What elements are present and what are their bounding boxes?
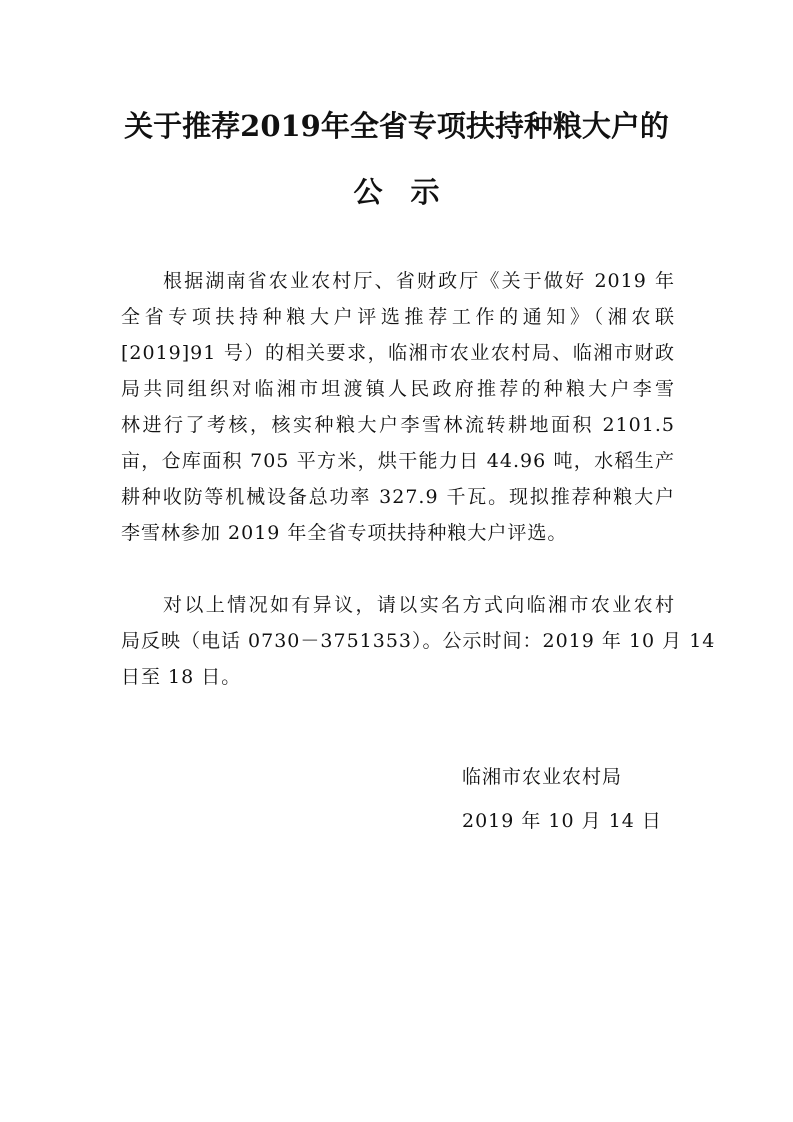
paragraph-line: [2019]91 号）的相关要求，临湘市农业农村局、临湘市财政	[121, 342, 675, 364]
paragraph-line: 局反映（电话 0730－3751353）。公示时间：2019 年 10 月 14	[121, 630, 716, 652]
signature-date: 2019 年 10 月 14 日	[462, 810, 662, 832]
document-title-line-1: 关于推荐2019年全省专项扶持种粮大户的	[124, 109, 669, 143]
signature-organization: 临湘市农业农村局	[462, 766, 623, 788]
paragraph-line: 局共同组织对临湘市坦渡镇人民政府推荐的种粮大户李雪	[121, 378, 675, 400]
paragraph-line: 林进行了考核，核实种粮大户李雪林流转耕地面积 2101.5	[121, 414, 675, 436]
paragraph-line: 对以上情况如有异议，请以实名方式向临湘市农业农村	[163, 594, 675, 616]
paragraph-line: 亩，仓库面积 705 平方米，烘干能力日 44.96 吨，水稻生产	[121, 450, 675, 472]
paragraph-line: 根据湖南省农业农村厅、省财政厅《关于做好 2019 年	[163, 270, 675, 292]
document-title-line-2: 公示	[353, 175, 468, 209]
paragraph-line: 李雪林参加 2019 年全省专项扶持种粮大户评选。	[121, 522, 568, 544]
paragraph-line: 日至 18 日。	[121, 666, 242, 688]
paragraph-line: 耕种收防等机械设备总功率 327.9 千瓦。现拟推荐种粮大户	[121, 486, 675, 508]
paragraph-line: 全省专项扶持种粮大户评选推荐工作的通知》（湘农联	[121, 306, 675, 328]
